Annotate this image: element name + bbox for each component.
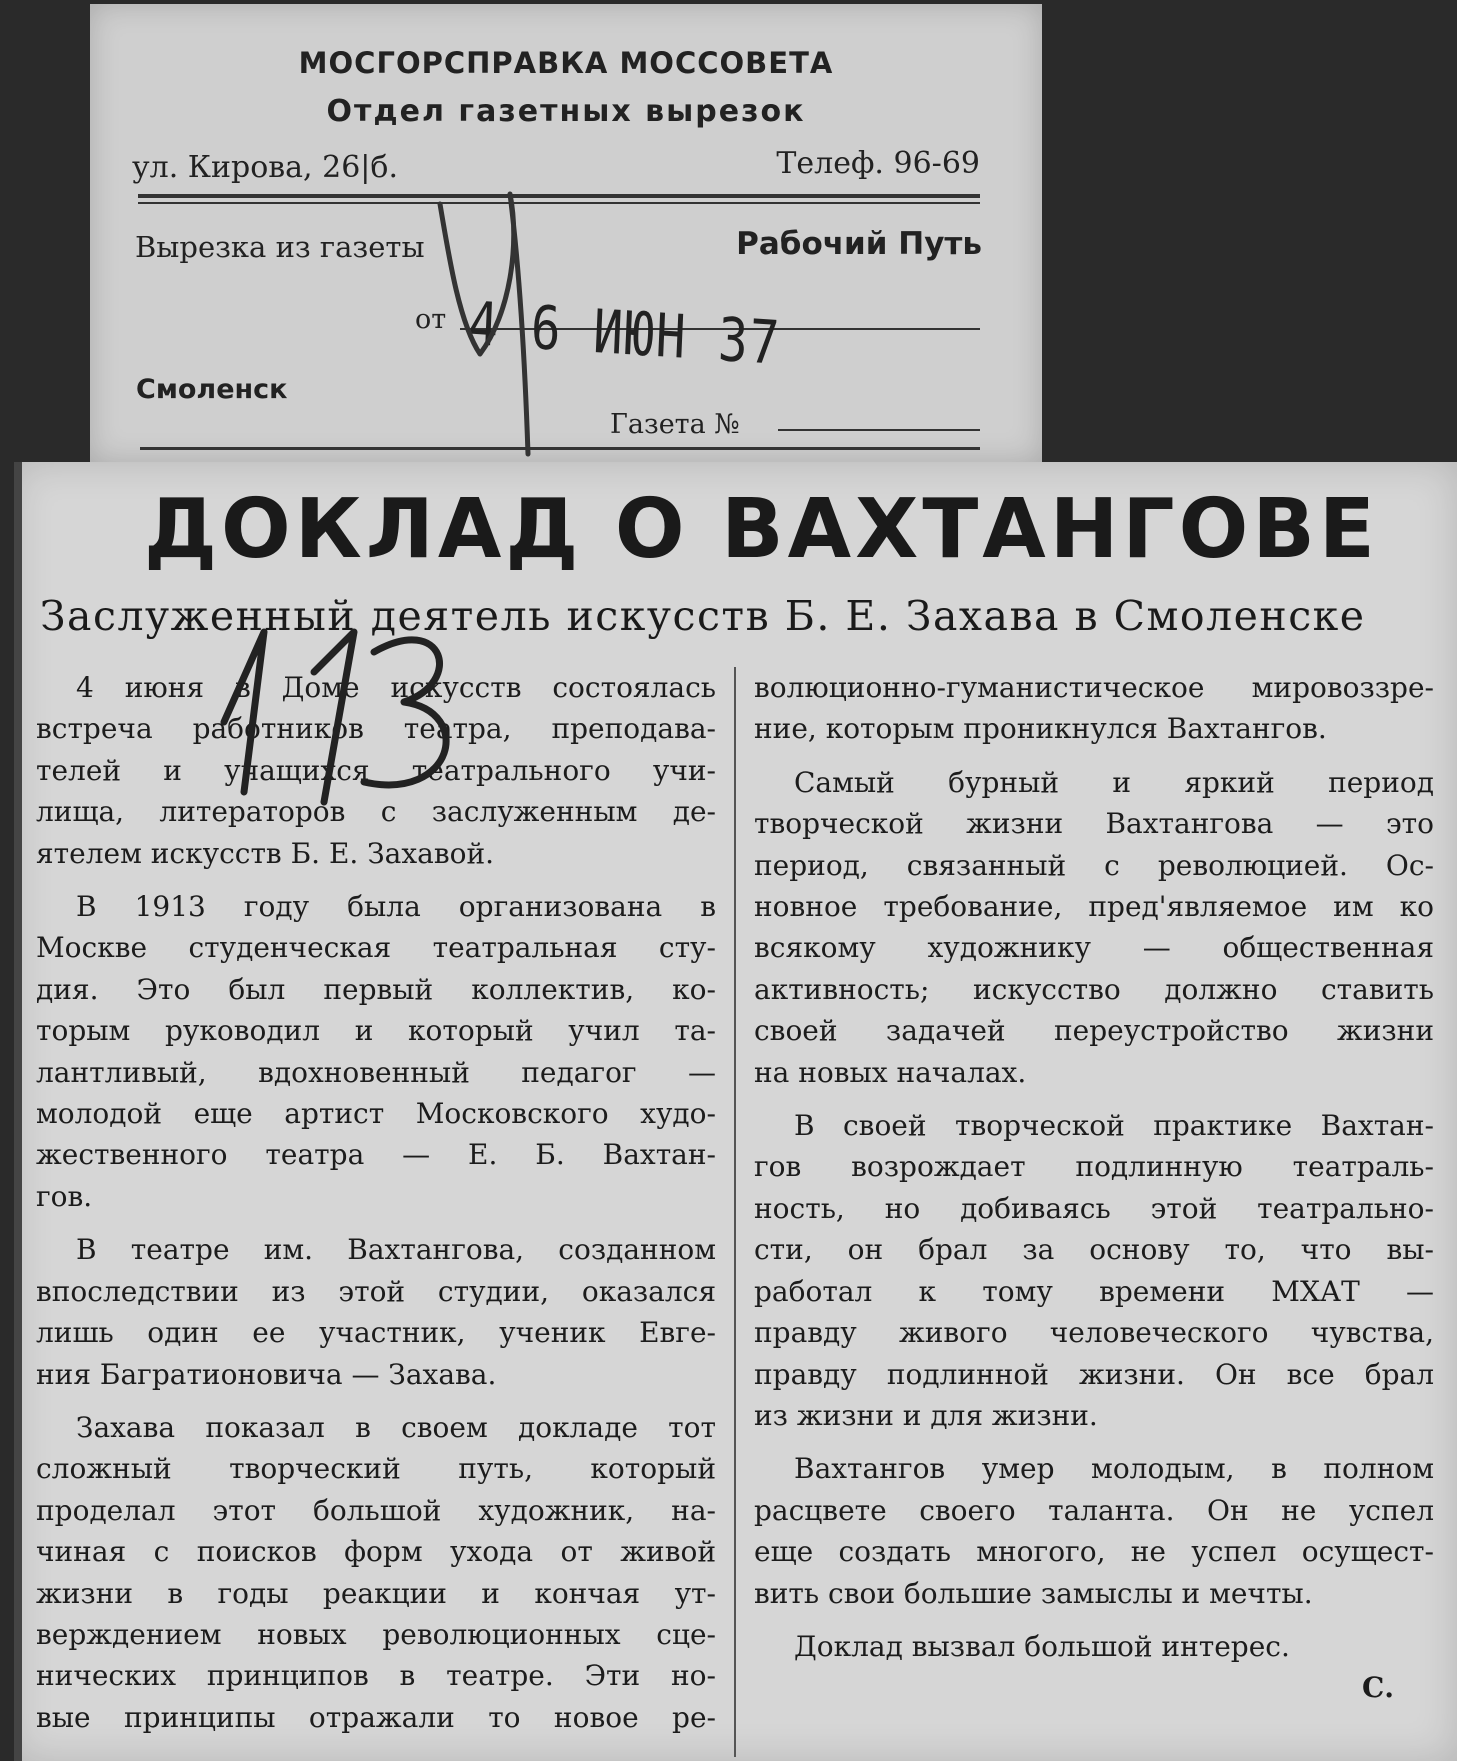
article-line: еще создать многого, не успел осущест- [754,1535,1434,1569]
label-newspaper-name: Рабочий Путь [736,226,982,262]
newspaper-clipping [14,462,1457,1761]
paragraph-gap [754,750,1434,762]
article-line: чиная с поисков форм ухода от живой [36,1535,716,1569]
article-line: волюционно-гуманистическое мировоззре- [754,671,1434,704]
article-line: жизни в годы реакции и кончая ут- [36,1576,716,1610]
article-line: всякому художнику — общественная [754,931,1434,965]
article-line: ятелем искусств Б. Е. Захавой. [36,836,495,870]
label-phone: Телеф. 96-69 [776,146,980,181]
article-line: В театре им. Вахтангова, созданном [76,1233,716,1267]
article-line: В 1913 году была организована в [76,890,716,924]
article-line: 4 июня в Доме искусств состоялась [76,671,716,704]
article-line: творческой жизни Вахтангова — это [754,807,1434,841]
paragraph-gap [36,1217,716,1229]
paragraph-gap [754,1436,1434,1448]
article-line: гов. [36,1179,93,1213]
article-line: правду подлинной жизни. Он все брал [754,1357,1434,1391]
article-line: расцвете своего таланта. Он не успел [754,1493,1434,1527]
article-line: новное требование, пред'являемое им ко [754,890,1434,924]
article-line: впоследствии из этой студии, оказался [36,1274,716,1308]
article-line: лишь один ее участник, ученик Евге- [36,1316,716,1350]
article-line: гов возрождает подлинную театраль- [754,1150,1434,1184]
article-line: ние, которым проникнулся Вахтангов. [754,712,1327,746]
label-city: Смоленск [136,374,288,405]
article-line: правду живого человеческого чувства, [754,1316,1434,1350]
article-line: торым руководил и который учил та- [36,1014,716,1048]
article-line: встреча работников театра, преподава- [36,712,716,746]
article-line: из жизни и для жизни. [754,1398,1098,1432]
article-column-right [754,667,1434,1709]
article-line: дия. Это был первый коллектив, ко- [36,972,716,1006]
article-line: своей задачей переустройство жизни [754,1014,1434,1048]
article-line: Самый бурный и яркий период [794,765,1434,799]
article-line: Вахтангов умер молодым, в полном [794,1452,1434,1486]
article-line: лища, литераторов с заслуженным де- [36,795,716,829]
paragraph-gap [36,1395,716,1407]
article-line: молодой еще артист Московского худо- [36,1097,716,1131]
label-org-name: МОСГОРСПРАВКА МОССОВЕТА [298,46,834,80]
article-headline: ДОКЛАД О ВАХТАНГОВЕ [144,482,1379,577]
label-from: от [415,304,447,335]
label-issue-line [778,429,980,431]
article-line: вить свои большие замыслы и мечты. [754,1576,1313,1610]
paragraph-gap [36,874,716,886]
article-line: ния Багратионовича — Захава. [36,1357,497,1391]
article-line: работал к тому времени МХАТ — [754,1274,1434,1308]
paragraph-gap [754,1093,1434,1105]
article-line: телей и учащихся театрального учи- [36,753,716,787]
article-line: ность, но добиваясь этой театрально- [754,1191,1434,1225]
label-department: Отдел газетных вырезок [326,94,806,129]
article-line: на новых началах. [754,1055,1027,1089]
article-line: верждением новых революционных сце- [36,1617,716,1651]
article-line: активность; искусство должно ставить [754,972,1434,1006]
article-line: Москве студенческая театральная сту- [36,931,716,965]
article-line: лантливый, вдохновенный педагог — [36,1055,716,1089]
article-line: период, связанный с революцией. Ос- [754,848,1434,882]
article-line: проделал этот большой художник, на- [36,1493,716,1527]
handwritten-mark-icon [360,184,620,464]
column-divider [734,667,736,1757]
article-column-left [36,667,716,1738]
article-signature: С. [1361,1671,1394,1705]
article-line: жественного театра — Е. Б. Вахтан- [36,1138,716,1172]
label-issue-number: Газета № [610,409,740,440]
paragraph-gap [754,1614,1434,1626]
article-line: сти, он брал за основу то, что вы- [754,1233,1434,1267]
clipping-left-edge [14,462,22,1761]
article-line: Доклад вызвал большой интерес. [794,1629,1290,1663]
article-line: Захава показал в своем докладе тот [76,1410,716,1444]
label-date-stamp: 4 6 ИЮН 37 [466,289,783,379]
label-address: ул. Кирова, 26|б. [132,150,398,185]
article-line: нических принципов в театре. Эти но- [36,1659,716,1693]
article-line: В своей творческой практике Вахтан- [794,1109,1434,1143]
clipping-label-card [90,4,1042,462]
article-line: вые принципы отражали то новое ре- [36,1700,716,1734]
article-line: сложный творческий путь, который [36,1452,716,1486]
handwritten-number-icon [204,612,504,812]
label-clip-from: Вырезка из газеты [135,230,425,264]
article-subheadline: Заслуженный деятель искусств Б. Е. Захава в Смоленске [40,592,1366,640]
